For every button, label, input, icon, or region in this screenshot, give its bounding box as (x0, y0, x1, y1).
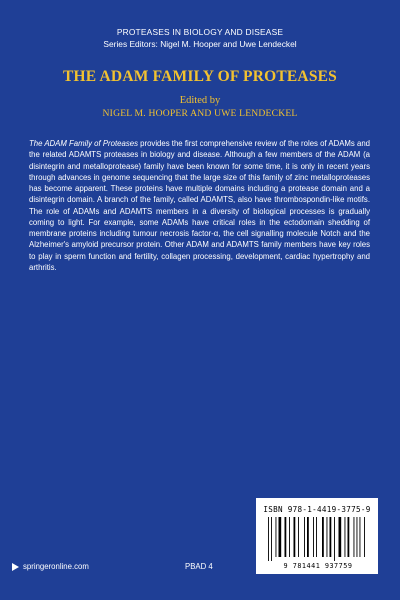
blurb-body: provides the first comprehensive review of the roles of ADAMs and the related ADAMTS proteases in biology and disease. Although a few members of the ADAM (a disintegrin and metalloprotease) family have been known for some time, it is only in recent years through advances in genome sequencing that the large size of this family of zinc metalloproteases has become apparent. These proteins have multiple domains including a protease domain and a disintegrin domain. A branch of the family, called ADAMTS, also have thrombospondin-like motifs. The role of ADAMs and ADAMTS members in a diversity of biological processes is gradually coming to light. For example, some ADAMs have critical roles in the ectodomain shedding of membrane proteins including tumour necrosis factor-α, the cell signalling molecule Notch and the Alzheimer's amyloid precursor protein. Other ADAM and ADAMTS family members have key roles to play in sperm function and fertility, collagen processing, development, cardiac hypertrophy and arthritis. (29, 139, 370, 272)
series-volume-code: PBAD 4 (185, 562, 213, 571)
series-header (0, 26, 400, 50)
series-editors: Series Editors: Nigel M. Hooper and Uwe Lendeckel (103, 39, 297, 49)
triangle-arrow-icon (12, 563, 19, 571)
barcode-digits: 9 781441 937759 (283, 562, 353, 570)
description-blurb (29, 138, 370, 273)
book-editors: NIGEL M. HOOPER AND UWE LENDECKEL (102, 108, 298, 119)
edited-by-label: Edited by (179, 95, 221, 106)
isbn-label: ISBN 978-1-4419-3775-9 (263, 505, 371, 514)
blurb-lead-title: The ADAM Family of Proteases (29, 139, 138, 148)
book-title: THE ADAM FAMILY OF PROTEASES (62, 68, 337, 85)
isbn-barcode (256, 498, 378, 574)
publisher-website-link[interactable] (12, 562, 89, 571)
publisher-website-text: springeronline.com (23, 562, 89, 571)
series-title: PROTEASES IN BIOLOGY AND DISEASE (116, 27, 284, 37)
barcode-bars (267, 517, 367, 561)
